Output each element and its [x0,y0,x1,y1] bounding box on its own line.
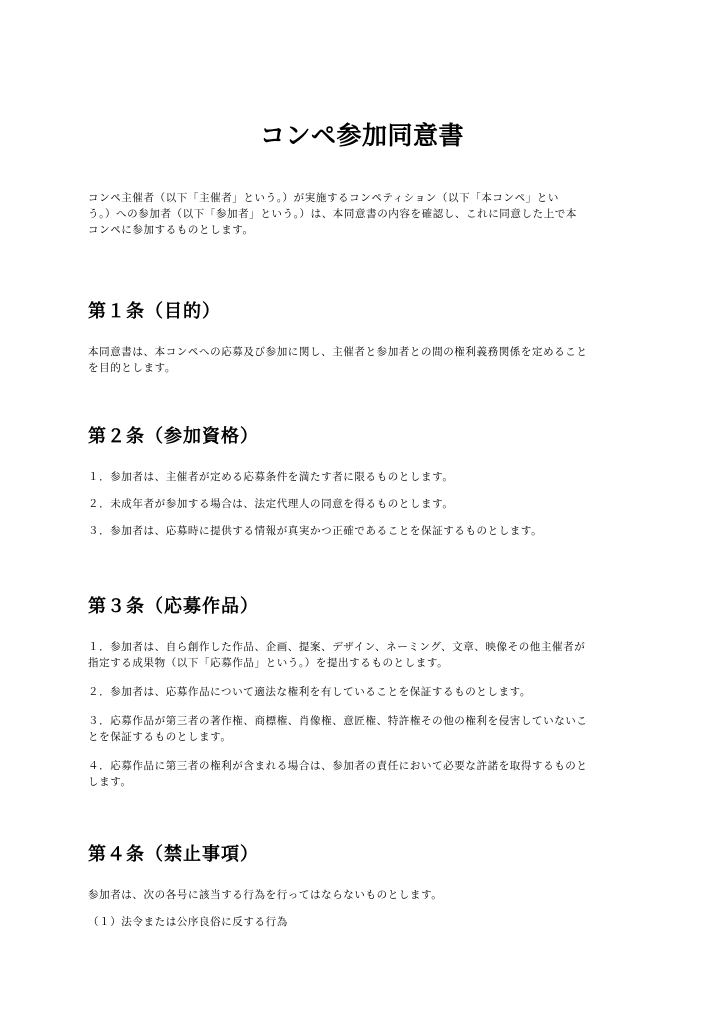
document-body [88,190,640,928]
article-4-lead: 参加者は、次の各号に該当する行為を行ってはならないものとします。 [88,889,443,901]
article-2-item-1: １．参加者は、主催者が定める応募条件を満たす者に限るものとします。 [88,471,454,483]
article-4-item-1: （１）法令または公序良俗に反する行為 [88,916,288,928]
article-2-item-3: ３．参加者は、応募時に提供する情報が真実かつ正確であることを保証するものとします。 [88,525,543,537]
article-3 [88,592,640,790]
intro-paragraph: コンペ主催者（以下「主催者」という。）が実施するコンペティション（以下「本コンペ」とい う。）への参加者（以下「参加者」という。）は、本同意書の内容を確認し、これに同意した上で本 コンペに参加するものとします。 [88,192,577,236]
article-3-item-2: ２．参加者は、応募作品について適法な権利を有していることを保証するものとします。 [88,686,531,698]
article-2 [88,422,640,539]
article-1-heading: 第１条（目的） [88,301,221,322]
article-2-item-2: ２．未成年者が参加する場合は、法定代理人の同意を得るものとします。 [88,498,454,510]
article-4 [88,840,640,930]
article-4-heading: 第４条（禁止事項） [88,844,259,865]
article-1-paragraph: 本同意書は、本コンペへの応募及び参加に関し、主催者と参加者との間の権利義務関係を定めること を目的とします。 [88,346,588,374]
article-2-heading: 第２条（参加資格） [88,426,259,447]
article-3-heading: 第３条（応募作品） [88,596,259,617]
article-3-item-4: ４．応募作品に第三者の権利が含まれる場合は、参加者の責任において必要な許諾を取得するものと します。 [88,760,588,788]
article-3-item-1: １．参加者は、自ら創作した作品、企画、提案、デザイン、ネーミング、文章、映像その他主催者が 指定する成果物（以下「応募作品」という。）を提出するものとします。 [88,641,586,669]
article-3-item-3: ３．応募作品が第三者の著作権、商標権、肖像権、意匠権、特許権その他の権利を侵害していないこ とを保証するものとします。 [88,715,588,743]
document-title: コンペ参加同意書 [259,121,464,150]
article-1 [88,297,640,376]
